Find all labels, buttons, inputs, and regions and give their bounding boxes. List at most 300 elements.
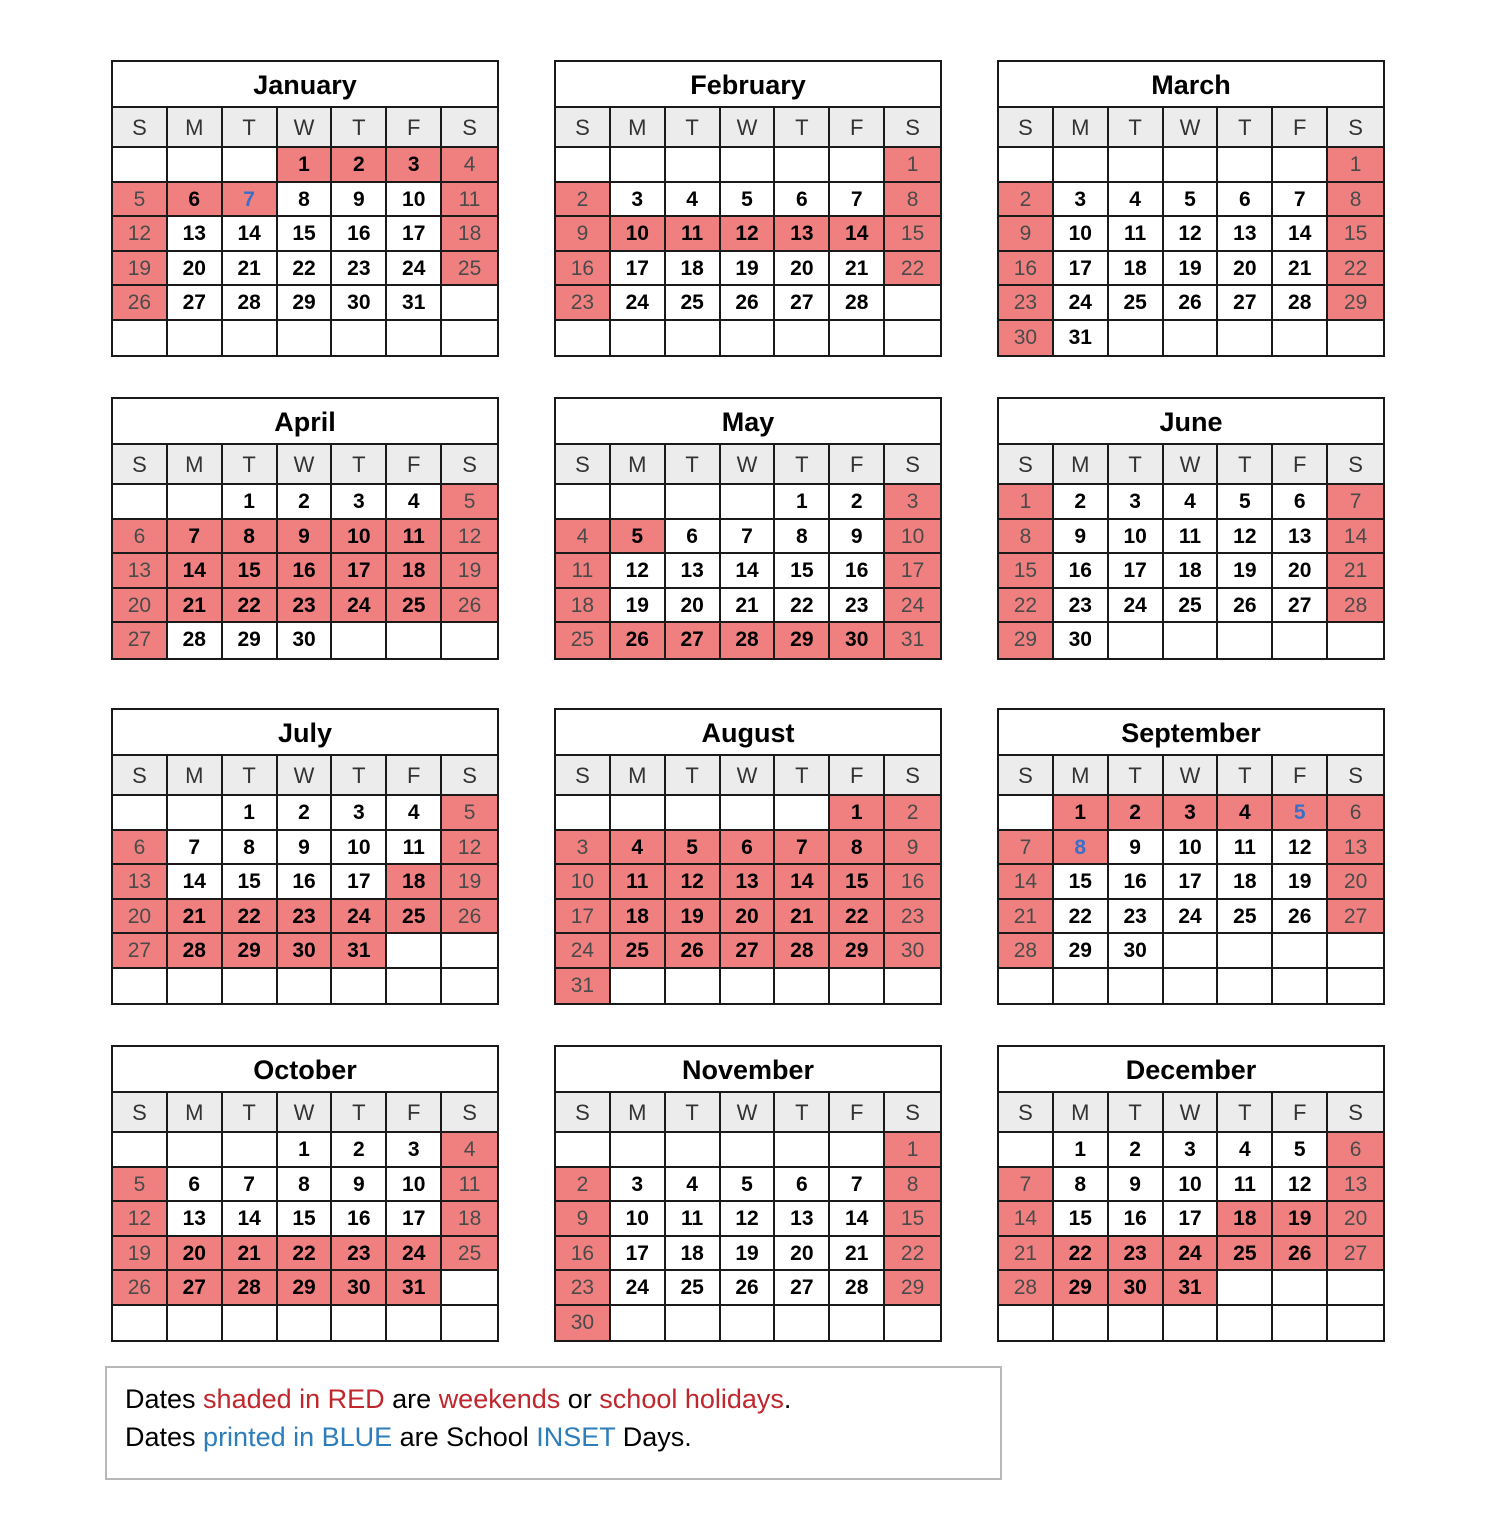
day-cell: 31 bbox=[387, 286, 442, 321]
empty-cell bbox=[830, 148, 885, 183]
weekday-header: T bbox=[1218, 1093, 1273, 1133]
day-cell: 10 bbox=[1109, 520, 1164, 555]
day-cell: 18 bbox=[1164, 554, 1219, 589]
weekday-header: S bbox=[1328, 108, 1383, 148]
empty-cell bbox=[775, 1306, 830, 1341]
month-january bbox=[111, 60, 499, 357]
day-cell: 5 bbox=[442, 796, 497, 831]
day-cell: 27 bbox=[775, 286, 830, 321]
empty-cell bbox=[999, 796, 1054, 831]
weekday-header: M bbox=[611, 445, 666, 485]
weekday-header: F bbox=[387, 1093, 442, 1133]
empty-cell bbox=[611, 796, 666, 831]
day-cell: 27 bbox=[113, 934, 168, 969]
day-cell: 23 bbox=[1054, 589, 1109, 624]
day-cell: 7 bbox=[721, 520, 776, 555]
day-cell: 26 bbox=[1273, 1237, 1328, 1272]
day-cell: 17 bbox=[611, 252, 666, 287]
day-cell: 3 bbox=[611, 1168, 666, 1203]
day-cell: 14 bbox=[775, 865, 830, 900]
month-title: January bbox=[113, 62, 497, 108]
day-cell: 23 bbox=[1109, 900, 1164, 935]
day-cell: 11 bbox=[666, 217, 721, 252]
day-cell: 19 bbox=[1218, 554, 1273, 589]
day-cell: 24 bbox=[611, 286, 666, 321]
empty-cell bbox=[556, 485, 611, 520]
empty-cell bbox=[775, 148, 830, 183]
day-cell: 21 bbox=[223, 1237, 278, 1272]
day-cell: 11 bbox=[387, 520, 442, 555]
day-cell: 16 bbox=[830, 554, 885, 589]
day-cell: 8 bbox=[223, 831, 278, 866]
day-cell: 10 bbox=[611, 1202, 666, 1237]
day-cell: 25 bbox=[1218, 900, 1273, 935]
empty-cell bbox=[1164, 969, 1219, 1004]
day-cell: 22 bbox=[278, 252, 333, 287]
empty-cell bbox=[168, 796, 223, 831]
empty-cell bbox=[611, 969, 666, 1004]
day-cell: 30 bbox=[830, 623, 885, 658]
day-cell: 28 bbox=[168, 623, 223, 658]
empty-cell bbox=[1164, 623, 1219, 658]
day-cell: 9 bbox=[556, 1202, 611, 1237]
day-cell: 4 bbox=[442, 148, 497, 183]
month-april bbox=[111, 397, 499, 660]
day-cell: 24 bbox=[611, 1271, 666, 1306]
day-cell: 7 bbox=[775, 831, 830, 866]
empty-cell bbox=[1164, 1306, 1219, 1341]
day-cell: 3 bbox=[332, 796, 387, 831]
day-cell: 28 bbox=[999, 934, 1054, 969]
day-cell: 27 bbox=[666, 623, 721, 658]
month-grid bbox=[556, 445, 940, 658]
day-cell: 9 bbox=[556, 217, 611, 252]
weekday-header: S bbox=[113, 756, 168, 796]
day-cell: 12 bbox=[611, 554, 666, 589]
day-cell: 2 bbox=[885, 796, 940, 831]
day-cell: 19 bbox=[113, 252, 168, 287]
weekday-header: T bbox=[1109, 108, 1164, 148]
day-cell: 5 bbox=[1164, 183, 1219, 218]
empty-cell bbox=[223, 148, 278, 183]
empty-cell bbox=[1164, 934, 1219, 969]
day-cell: 30 bbox=[278, 934, 333, 969]
day-cell: 1 bbox=[1054, 1133, 1109, 1168]
day-cell: 16 bbox=[1109, 1202, 1164, 1237]
day-cell: 24 bbox=[1164, 1237, 1219, 1272]
day-cell: 26 bbox=[1218, 589, 1273, 624]
empty-cell bbox=[830, 1133, 885, 1168]
day-cell: 22 bbox=[775, 589, 830, 624]
day-cell: 17 bbox=[1109, 554, 1164, 589]
day-cell: 19 bbox=[1273, 865, 1328, 900]
weekday-header: F bbox=[830, 756, 885, 796]
day-cell: 3 bbox=[387, 1133, 442, 1168]
empty-cell bbox=[1109, 623, 1164, 658]
day-cell: 17 bbox=[611, 1237, 666, 1272]
month-title: May bbox=[556, 399, 940, 445]
day-cell: 21 bbox=[1273, 252, 1328, 287]
day-cell: 7 bbox=[168, 831, 223, 866]
day-cell: 8 bbox=[1054, 1168, 1109, 1203]
day-cell: 10 bbox=[556, 865, 611, 900]
day-cell: 2 bbox=[332, 1133, 387, 1168]
day-cell: 29 bbox=[830, 934, 885, 969]
day-cell: 6 bbox=[721, 831, 776, 866]
empty-cell bbox=[830, 1306, 885, 1341]
day-cell: 2 bbox=[999, 183, 1054, 218]
empty-cell bbox=[556, 321, 611, 356]
weekday-header: M bbox=[611, 756, 666, 796]
empty-cell bbox=[223, 1133, 278, 1168]
day-cell: 20 bbox=[1218, 252, 1273, 287]
day-cell: 1 bbox=[278, 148, 333, 183]
weekday-header: S bbox=[1328, 756, 1383, 796]
empty-cell bbox=[666, 148, 721, 183]
empty-cell bbox=[1164, 148, 1219, 183]
empty-cell bbox=[611, 1306, 666, 1341]
day-cell: 28 bbox=[1273, 286, 1328, 321]
month-march bbox=[997, 60, 1385, 357]
day-cell: 20 bbox=[1328, 865, 1383, 900]
day-cell: 19 bbox=[442, 865, 497, 900]
weekday-header: M bbox=[168, 756, 223, 796]
empty-cell bbox=[223, 321, 278, 356]
weekday-header: T bbox=[223, 445, 278, 485]
empty-cell bbox=[113, 321, 168, 356]
empty-cell bbox=[556, 796, 611, 831]
empty-cell bbox=[332, 623, 387, 658]
day-cell: 26 bbox=[666, 934, 721, 969]
day-cell: 31 bbox=[885, 623, 940, 658]
day-cell: 25 bbox=[1109, 286, 1164, 321]
day-cell: 4 bbox=[556, 520, 611, 555]
day-cell: 13 bbox=[1328, 1168, 1383, 1203]
day-cell: 18 bbox=[387, 865, 442, 900]
day-cell: 23 bbox=[278, 900, 333, 935]
day-cell: 2 bbox=[556, 183, 611, 218]
weekday-header: T bbox=[332, 108, 387, 148]
day-cell: 5 bbox=[721, 1168, 776, 1203]
day-cell: 11 bbox=[1218, 1168, 1273, 1203]
day-cell: 9 bbox=[332, 1168, 387, 1203]
weekday-header: F bbox=[830, 108, 885, 148]
day-cell: 26 bbox=[721, 1271, 776, 1306]
day-cell: 5 bbox=[721, 183, 776, 218]
day-cell: 3 bbox=[332, 485, 387, 520]
month-title: July bbox=[113, 710, 497, 756]
day-cell: 23 bbox=[556, 286, 611, 321]
day-cell: 13 bbox=[721, 865, 776, 900]
weekday-header: F bbox=[1273, 1093, 1328, 1133]
day-cell: 5 bbox=[666, 831, 721, 866]
month-grid bbox=[113, 1093, 497, 1340]
day-cell: 16 bbox=[1054, 554, 1109, 589]
day-cell: 7 bbox=[168, 520, 223, 555]
empty-cell bbox=[999, 1306, 1054, 1341]
empty-cell bbox=[1328, 969, 1383, 1004]
day-cell: 11 bbox=[1218, 831, 1273, 866]
weekday-header: S bbox=[442, 108, 497, 148]
day-cell: 8 bbox=[278, 183, 333, 218]
day-cell: 26 bbox=[113, 1271, 168, 1306]
day-cell: 31 bbox=[1054, 321, 1109, 356]
day-cell: 1 bbox=[223, 485, 278, 520]
weekday-header: M bbox=[611, 1093, 666, 1133]
day-cell: 20 bbox=[113, 900, 168, 935]
day-cell: 7 bbox=[830, 183, 885, 218]
day-cell: 4 bbox=[1218, 796, 1273, 831]
weekday-header: S bbox=[1328, 445, 1383, 485]
empty-cell bbox=[885, 286, 940, 321]
day-cell: 27 bbox=[721, 934, 776, 969]
empty-cell bbox=[1109, 1306, 1164, 1341]
weekday-header: M bbox=[168, 445, 223, 485]
weekday-header: F bbox=[830, 445, 885, 485]
empty-cell bbox=[168, 321, 223, 356]
day-cell: 23 bbox=[885, 900, 940, 935]
empty-cell bbox=[721, 796, 776, 831]
day-cell: 22 bbox=[223, 589, 278, 624]
month-title: September bbox=[999, 710, 1383, 756]
day-cell: 29 bbox=[775, 623, 830, 658]
day-cell: 22 bbox=[830, 900, 885, 935]
day-cell: 4 bbox=[442, 1133, 497, 1168]
day-cell: 4 bbox=[1109, 183, 1164, 218]
month-grid bbox=[113, 445, 497, 658]
empty-cell bbox=[442, 969, 497, 1004]
day-cell: 1 bbox=[885, 148, 940, 183]
empty-cell bbox=[721, 969, 776, 1004]
month-september bbox=[997, 708, 1385, 1005]
day-cell: 25 bbox=[442, 252, 497, 287]
day-cell: 27 bbox=[1273, 589, 1328, 624]
empty-cell bbox=[1054, 148, 1109, 183]
day-cell: 1 bbox=[885, 1133, 940, 1168]
empty-cell bbox=[387, 1306, 442, 1341]
day-cell: 3 bbox=[611, 183, 666, 218]
legend-blue-phrase: printed in BLUE bbox=[203, 1422, 393, 1452]
day-cell: 21 bbox=[999, 900, 1054, 935]
day-cell: 17 bbox=[556, 900, 611, 935]
empty-cell bbox=[442, 1306, 497, 1341]
empty-cell bbox=[223, 969, 278, 1004]
month-may bbox=[554, 397, 942, 660]
day-cell: 3 bbox=[885, 485, 940, 520]
day-cell: 12 bbox=[721, 217, 776, 252]
day-cell: 24 bbox=[332, 900, 387, 935]
day-cell: 28 bbox=[223, 286, 278, 321]
empty-cell bbox=[775, 969, 830, 1004]
empty-cell bbox=[830, 321, 885, 356]
month-title: March bbox=[999, 62, 1383, 108]
empty-cell bbox=[611, 485, 666, 520]
weekday-header: S bbox=[1328, 1093, 1383, 1133]
day-cell: 17 bbox=[1054, 252, 1109, 287]
day-cell: 15 bbox=[223, 554, 278, 589]
weekday-header: W bbox=[278, 756, 333, 796]
empty-cell bbox=[442, 934, 497, 969]
weekday-header: T bbox=[666, 756, 721, 796]
month-title: February bbox=[556, 62, 940, 108]
day-cell: 25 bbox=[556, 623, 611, 658]
day-cell: 8 bbox=[885, 183, 940, 218]
day-cell: 14 bbox=[999, 1202, 1054, 1237]
day-cell: 5 bbox=[611, 520, 666, 555]
day-cell: 10 bbox=[1164, 1168, 1219, 1203]
weekday-header: S bbox=[556, 1093, 611, 1133]
day-cell: 11 bbox=[1109, 217, 1164, 252]
weekday-header: T bbox=[223, 1093, 278, 1133]
day-cell: 22 bbox=[278, 1237, 333, 1272]
weekday-header: W bbox=[278, 108, 333, 148]
empty-cell bbox=[113, 485, 168, 520]
empty-cell bbox=[113, 148, 168, 183]
day-cell: 15 bbox=[830, 865, 885, 900]
empty-cell bbox=[1218, 321, 1273, 356]
day-cell: 17 bbox=[387, 217, 442, 252]
day-cell: 13 bbox=[775, 1202, 830, 1237]
day-cell: 11 bbox=[442, 1168, 497, 1203]
weekday-header: M bbox=[1054, 1093, 1109, 1133]
inset-day-cell: 7 bbox=[223, 183, 278, 218]
month-grid bbox=[999, 1093, 1383, 1340]
day-cell: 28 bbox=[775, 934, 830, 969]
day-cell: 15 bbox=[999, 554, 1054, 589]
weekday-header: W bbox=[721, 445, 776, 485]
day-cell: 9 bbox=[278, 831, 333, 866]
empty-cell bbox=[442, 623, 497, 658]
empty-cell bbox=[113, 796, 168, 831]
day-cell: 25 bbox=[611, 934, 666, 969]
weekday-header: W bbox=[721, 1093, 776, 1133]
day-cell: 21 bbox=[1328, 554, 1383, 589]
day-cell: 21 bbox=[999, 1237, 1054, 1272]
empty-cell bbox=[611, 148, 666, 183]
day-cell: 13 bbox=[1328, 831, 1383, 866]
day-cell: 25 bbox=[1218, 1237, 1273, 1272]
empty-cell bbox=[1328, 934, 1383, 969]
day-cell: 7 bbox=[999, 1168, 1054, 1203]
day-cell: 30 bbox=[332, 1271, 387, 1306]
weekday-header: S bbox=[442, 1093, 497, 1133]
day-cell: 5 bbox=[1273, 1133, 1328, 1168]
day-cell: 13 bbox=[113, 554, 168, 589]
day-cell: 18 bbox=[666, 252, 721, 287]
day-cell: 24 bbox=[1109, 589, 1164, 624]
weekday-header: F bbox=[1273, 756, 1328, 796]
day-cell: 4 bbox=[387, 485, 442, 520]
weekday-header: F bbox=[1273, 445, 1328, 485]
day-cell: 27 bbox=[168, 1271, 223, 1306]
day-cell: 10 bbox=[885, 520, 940, 555]
weekday-header: W bbox=[721, 108, 776, 148]
inset-day-cell: 8 bbox=[1054, 831, 1109, 866]
day-cell: 8 bbox=[223, 520, 278, 555]
day-cell: 14 bbox=[999, 865, 1054, 900]
empty-cell bbox=[1273, 1271, 1328, 1306]
empty-cell bbox=[1109, 148, 1164, 183]
month-december bbox=[997, 1045, 1385, 1342]
day-cell: 30 bbox=[1054, 623, 1109, 658]
day-cell: 8 bbox=[885, 1168, 940, 1203]
day-cell: 27 bbox=[775, 1271, 830, 1306]
day-cell: 12 bbox=[1273, 1168, 1328, 1203]
weekday-header: S bbox=[556, 108, 611, 148]
empty-cell bbox=[168, 1133, 223, 1168]
day-cell: 9 bbox=[999, 217, 1054, 252]
day-cell: 27 bbox=[113, 623, 168, 658]
month-grid bbox=[999, 756, 1383, 1003]
weekday-header: T bbox=[666, 108, 721, 148]
weekday-header: S bbox=[999, 756, 1054, 796]
day-cell: 1 bbox=[1054, 796, 1109, 831]
day-cell: 20 bbox=[168, 252, 223, 287]
day-cell: 6 bbox=[113, 831, 168, 866]
month-grid bbox=[556, 1093, 940, 1340]
empty-cell bbox=[387, 321, 442, 356]
weekday-header: S bbox=[113, 445, 168, 485]
weekday-header: S bbox=[999, 1093, 1054, 1133]
day-cell: 29 bbox=[999, 623, 1054, 658]
empty-cell bbox=[556, 148, 611, 183]
day-cell: 19 bbox=[1273, 1202, 1328, 1237]
day-cell: 21 bbox=[830, 252, 885, 287]
day-cell: 18 bbox=[1109, 252, 1164, 287]
day-cell: 24 bbox=[1054, 286, 1109, 321]
empty-cell bbox=[442, 1271, 497, 1306]
empty-cell bbox=[666, 969, 721, 1004]
day-cell: 19 bbox=[721, 1237, 776, 1272]
day-cell: 15 bbox=[278, 217, 333, 252]
day-cell: 23 bbox=[278, 589, 333, 624]
day-cell: 20 bbox=[1328, 1202, 1383, 1237]
weekday-header: W bbox=[278, 1093, 333, 1133]
day-cell: 30 bbox=[278, 623, 333, 658]
weekday-header: T bbox=[332, 1093, 387, 1133]
day-cell: 30 bbox=[885, 934, 940, 969]
day-cell: 11 bbox=[1164, 520, 1219, 555]
day-cell: 30 bbox=[1109, 1271, 1164, 1306]
weekday-header: F bbox=[830, 1093, 885, 1133]
empty-cell bbox=[721, 1306, 776, 1341]
day-cell: 21 bbox=[721, 589, 776, 624]
day-cell: 29 bbox=[885, 1271, 940, 1306]
day-cell: 15 bbox=[885, 217, 940, 252]
day-cell: 30 bbox=[556, 1306, 611, 1341]
empty-cell bbox=[666, 321, 721, 356]
empty-cell bbox=[1328, 1271, 1383, 1306]
empty-cell bbox=[1164, 321, 1219, 356]
day-cell: 12 bbox=[1218, 520, 1273, 555]
day-cell: 28 bbox=[223, 1271, 278, 1306]
day-cell: 14 bbox=[1328, 520, 1383, 555]
legend-line-blue: Dates printed in BLUE are School INSET Days. bbox=[125, 1422, 692, 1452]
month-title: December bbox=[999, 1047, 1383, 1093]
day-cell: 10 bbox=[387, 1168, 442, 1203]
weekday-header: M bbox=[611, 108, 666, 148]
weekday-header: S bbox=[999, 445, 1054, 485]
empty-cell bbox=[1328, 623, 1383, 658]
empty-cell bbox=[1328, 321, 1383, 356]
day-cell: 14 bbox=[830, 1202, 885, 1237]
day-cell: 14 bbox=[168, 865, 223, 900]
weekday-header: T bbox=[775, 756, 830, 796]
day-cell: 22 bbox=[1054, 900, 1109, 935]
day-cell: 19 bbox=[666, 900, 721, 935]
day-cell: 4 bbox=[666, 183, 721, 218]
empty-cell bbox=[775, 1133, 830, 1168]
